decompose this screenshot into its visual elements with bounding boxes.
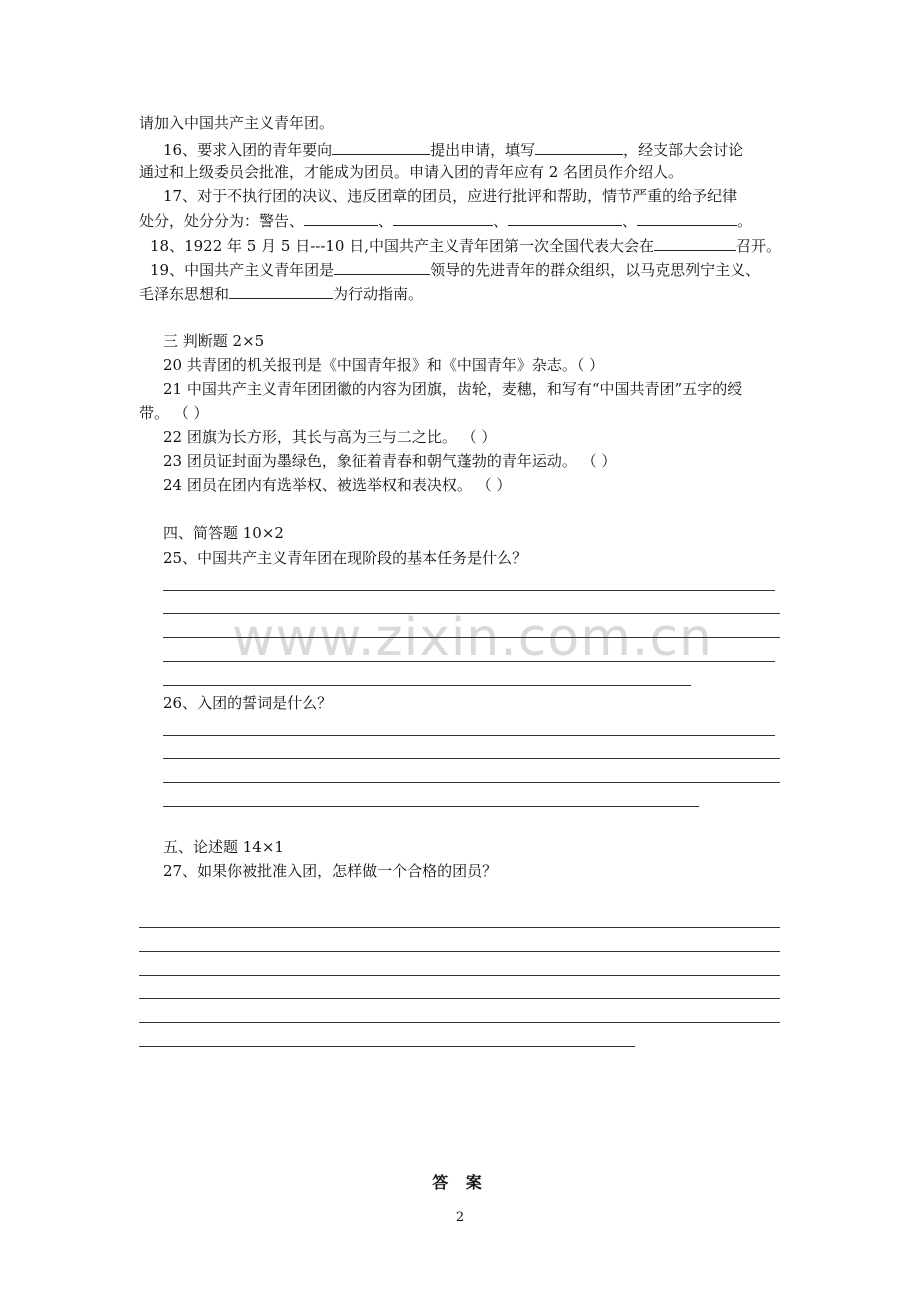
q18-line — [150, 236, 781, 255]
q16-line1 — [163, 140, 743, 159]
q19-line1 — [150, 260, 760, 279]
q17-line2 — [139, 211, 752, 230]
q17-blank-3[interactable] — [508, 211, 622, 226]
q17-blank-2[interactable] — [393, 211, 493, 226]
q18-blank[interactable] — [654, 236, 736, 251]
q19-blank-1[interactable] — [334, 260, 430, 275]
q16-blank-2[interactable] — [535, 140, 623, 155]
q25-answer-line[interactable] — [163, 685, 691, 686]
q25-answer-line[interactable] — [163, 661, 775, 662]
q27-answer-line[interactable] — [139, 998, 780, 999]
q27-answer-line[interactable] — [139, 927, 780, 928]
q17-blank-1[interactable] — [304, 211, 378, 226]
q26: 26、入团的誓词是什么？ — [163, 694, 333, 712]
q17-sep-3: 、 — [622, 212, 638, 230]
q18-text-a: 18、1922 年 5 月 5 日---10 日,中国共产主义青年团第一次全国代表大会在 — [150, 237, 655, 255]
q19-blank-2[interactable] — [229, 284, 333, 299]
q24: 24 团员在团内有选举权、被选举权和表决权。 （ ） — [163, 476, 512, 494]
page-number: 2 — [455, 1210, 465, 1225]
q27-answer-line[interactable] — [139, 1022, 780, 1023]
q17-sep-1: 、 — [378, 212, 394, 230]
q16-text-a: 16、要求入团的青年要向 — [163, 141, 333, 159]
q18-text-b: 召开。 — [736, 237, 782, 255]
q23: 23 团员证封面为墨绿色，象征着青春和朝气蓬勃的青年运动。 （ ） — [163, 452, 617, 470]
q27-answer-line[interactable] — [139, 1046, 635, 1047]
q17-text-b: 处分，处分分为：警告、 — [139, 212, 305, 230]
q17-line1: 17、对于不执行团的决议、违反团章的团员，应进行批评和帮助，情节严重的给予纪律 — [163, 187, 738, 205]
q17-end: 。 — [737, 212, 753, 230]
q16-text-b: 提出申请，填写 — [430, 141, 536, 159]
q16-text-c: ，经支部大会讨论 — [623, 141, 744, 159]
q25-answer-line[interactable] — [163, 613, 780, 614]
q27-answer-line[interactable] — [139, 975, 780, 976]
q16-blank-1[interactable] — [332, 140, 430, 155]
essay-heading: 五、论述题 14×1 — [163, 838, 284, 856]
q19-text-c: 毛泽东思想和 — [139, 285, 230, 303]
q15-continuation: 请加入中国共产主义青年团。 — [139, 114, 335, 132]
watermark: www.zixin.com.cn — [232, 608, 713, 668]
q26-answer-line[interactable] — [163, 735, 775, 736]
short-heading: 四、简答题 10×2 — [163, 524, 284, 542]
q26-answer-line[interactable] — [163, 758, 780, 759]
q21-line2: 带。 （ ） — [139, 404, 209, 422]
q27-answer-line[interactable] — [139, 951, 780, 952]
q26-answer-line[interactable] — [163, 782, 780, 783]
q16-line2: 通过和上级委员会批准，才能成为团员。申请入团的青年应有 2 名团员作介绍人。 — [139, 163, 684, 181]
answer-heading: 答 案 — [432, 1173, 488, 1192]
q25-answer-line[interactable] — [163, 637, 780, 638]
q25: 25、中国共产主义青年团在现阶段的基本任务是什么？ — [163, 549, 528, 567]
judge-heading: 三 判断题 2×5 — [163, 332, 265, 350]
q22: 22 团旗为长方形，其长与高为三与二之比。 （ ） — [163, 428, 497, 446]
q20: 20 共青团的机关报刊是《中国青年报》和《中国青年》杂志。（ ） — [163, 356, 605, 374]
q19-text-d: 为行动指南。 — [333, 285, 424, 303]
q21-line1: 21 中国共产主义青年团团徽的内容为团旗，齿轮，麦穗，和写有“中国共青团”五字的绶 — [163, 380, 743, 398]
q19-line2 — [139, 284, 423, 303]
q17-sep-2: 、 — [493, 212, 509, 230]
q19-text-b: 领导的先进青年的群众组织，以马克思列宁主义、 — [430, 261, 761, 279]
q19-text-a: 19、中国共产主义青年团是 — [150, 261, 335, 279]
q17-blank-4[interactable] — [637, 211, 737, 226]
q27: 27、如果你被批准入团，怎样做一个合格的团员？ — [163, 862, 498, 880]
q26-answer-line[interactable] — [163, 806, 699, 807]
q25-answer-line[interactable] — [163, 590, 775, 591]
